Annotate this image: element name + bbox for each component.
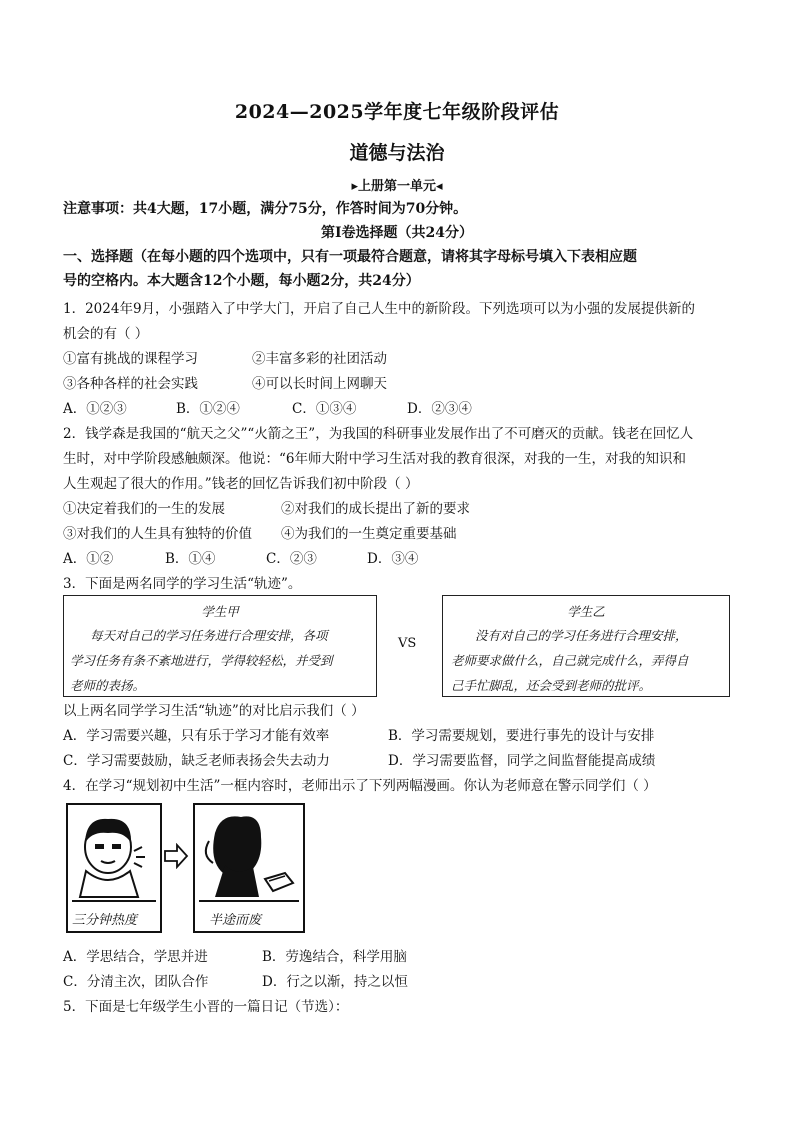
q2-stem-line1: 2．钱学森是我国的“航天之父”“火箭之王”，为我国的科研事业发展作出了不可磨灭的贡献。钱老在回忆人 xyxy=(63,426,694,442)
q2-option-d: D．③④ xyxy=(367,551,419,567)
cartoon-give-up-halfway xyxy=(193,803,305,933)
q2-option-a: A．①② xyxy=(63,551,114,567)
part1-heading-line1: 一、选择题（在每小题的四个选项中，只有一项最符合题意，请将其字母标号填入下表相应题 xyxy=(63,249,637,265)
q5-stem: 5．下面是七年级学生小晋的一篇日记（节选）： xyxy=(63,999,349,1015)
student-a-line3: 老师的表扬。 xyxy=(70,678,146,693)
student-b-box xyxy=(442,595,730,697)
unit-label: ▸上册第一单元◂ xyxy=(351,179,443,194)
q3-stem: 3．下面是两名同学的学习生活“轨迹”。 xyxy=(63,576,302,592)
student-a-line2: 学习任务有条不紊地进行，学得较轻松，并受到 xyxy=(70,653,333,668)
q1-item-4: ④可以长时间上网聊天 xyxy=(252,376,387,392)
q4-stem: 4．在学习“规划初中生活”一框内容时，老师出示了下列两幅漫画。你认为老师意在警示同学们（ ） xyxy=(63,778,657,794)
section-title: 第Ⅰ卷选择题（共24分） xyxy=(320,225,474,241)
student-slumped-illustration xyxy=(195,805,303,909)
student-a-box xyxy=(63,595,377,697)
q3-option-d: D．学习需要监督，同学之间监督能提高成绩 xyxy=(388,753,656,769)
q3-option-b: B．学习需要规划，要进行事先的设计与安排 xyxy=(388,728,655,744)
q1-stem-line2: 机会的有（ ） xyxy=(63,326,149,342)
q1-option-c: C．①③④ xyxy=(292,401,357,417)
student-excited-illustration xyxy=(68,805,160,909)
cartoon-three-minute-enthusiasm xyxy=(66,803,162,933)
q4-option-d: D．行之以渐，持之以恒 xyxy=(262,974,408,990)
q4-option-a: A．学思结合，学思并进 xyxy=(63,949,208,965)
vs-label: VS xyxy=(398,636,417,651)
q1-option-b: B．①②④ xyxy=(176,401,240,417)
q1-option-d: D．②③④ xyxy=(407,401,472,417)
student-a-title: 学生甲 xyxy=(201,604,239,619)
q4-option-c: C．分清主次，团队合作 xyxy=(63,974,209,990)
q3-question: 以上两名同学学习生活“轨迹”的对比启示我们（ ） xyxy=(63,703,365,719)
q1-option-a: A．①②③ xyxy=(63,401,127,417)
exam-title: 2024—2025学年度七年级阶段评估 xyxy=(234,101,560,123)
subject-title: 道德与法治 xyxy=(349,142,445,164)
exam-notice: 注意事项：共4大题，17小题，满分75分，作答时间为70分钟。 xyxy=(63,201,468,217)
student-b-title: 学生乙 xyxy=(567,604,605,619)
cartoon2-caption: 半途而废 xyxy=(209,913,262,928)
q2-item-4: ④为我们的一生奠定重要基础 xyxy=(281,526,457,542)
q3-option-a: A．学习需要兴趣，只有乐于学习才能有效率 xyxy=(63,728,330,744)
student-b-line1: 没有对自己的学习任务进行合理安排， xyxy=(475,628,688,643)
student-a-line1: 每天对自己的学习任务进行合理安排，各项 xyxy=(90,628,328,643)
q2-item-2: ②对我们的成长提出了新的要求 xyxy=(281,501,470,517)
q2-option-b: B．①④ xyxy=(165,551,216,567)
q1-item-2: ②丰富多彩的社团活动 xyxy=(252,351,387,367)
q2-item-1: ①决定着我们的一生的发展 xyxy=(63,501,225,517)
q2-stem-line3: 人生观起了很大的作用。”钱老的回忆告诉我们初中阶段（ ） xyxy=(63,476,419,492)
q1-item-3: ③各种各样的社会实践 xyxy=(63,376,198,392)
q1-item-1: ①富有挑战的课程学习 xyxy=(63,351,198,367)
q2-option-c: C．②③ xyxy=(266,551,317,567)
part1-heading-line2: 号的空格内。本大题含12个小题，每小题2分，共24分） xyxy=(63,273,420,289)
q3-option-c: C．学习需要鼓励，缺乏老师表扬会失去动力 xyxy=(63,753,330,769)
cartoon1-caption: 三分钟热度 xyxy=(72,913,138,928)
q2-stem-line2: 生时，对中学阶段感触颇深。他说：“6年师大附中学习生活对我的教育很深，对我的一生，对我的知识和 xyxy=(63,451,686,467)
arrow-right-icon xyxy=(163,843,189,873)
student-b-line2: 老师要求做什么，自己就完成什么，弄得自 xyxy=(451,653,689,668)
q1-stem-line1: 1．2024年9月，小强踏入了中学大门，开启了自己人生中的新阶段。下列选项可以为小强的发展提供新的 xyxy=(63,301,696,317)
q4-option-b: B．劳逸结合，科学用脑 xyxy=(262,949,407,965)
q2-item-3: ③对我们的人生具有独特的价值 xyxy=(63,526,252,542)
student-b-line3: 己手忙脚乱，还会受到老师的批评。 xyxy=(451,678,652,693)
